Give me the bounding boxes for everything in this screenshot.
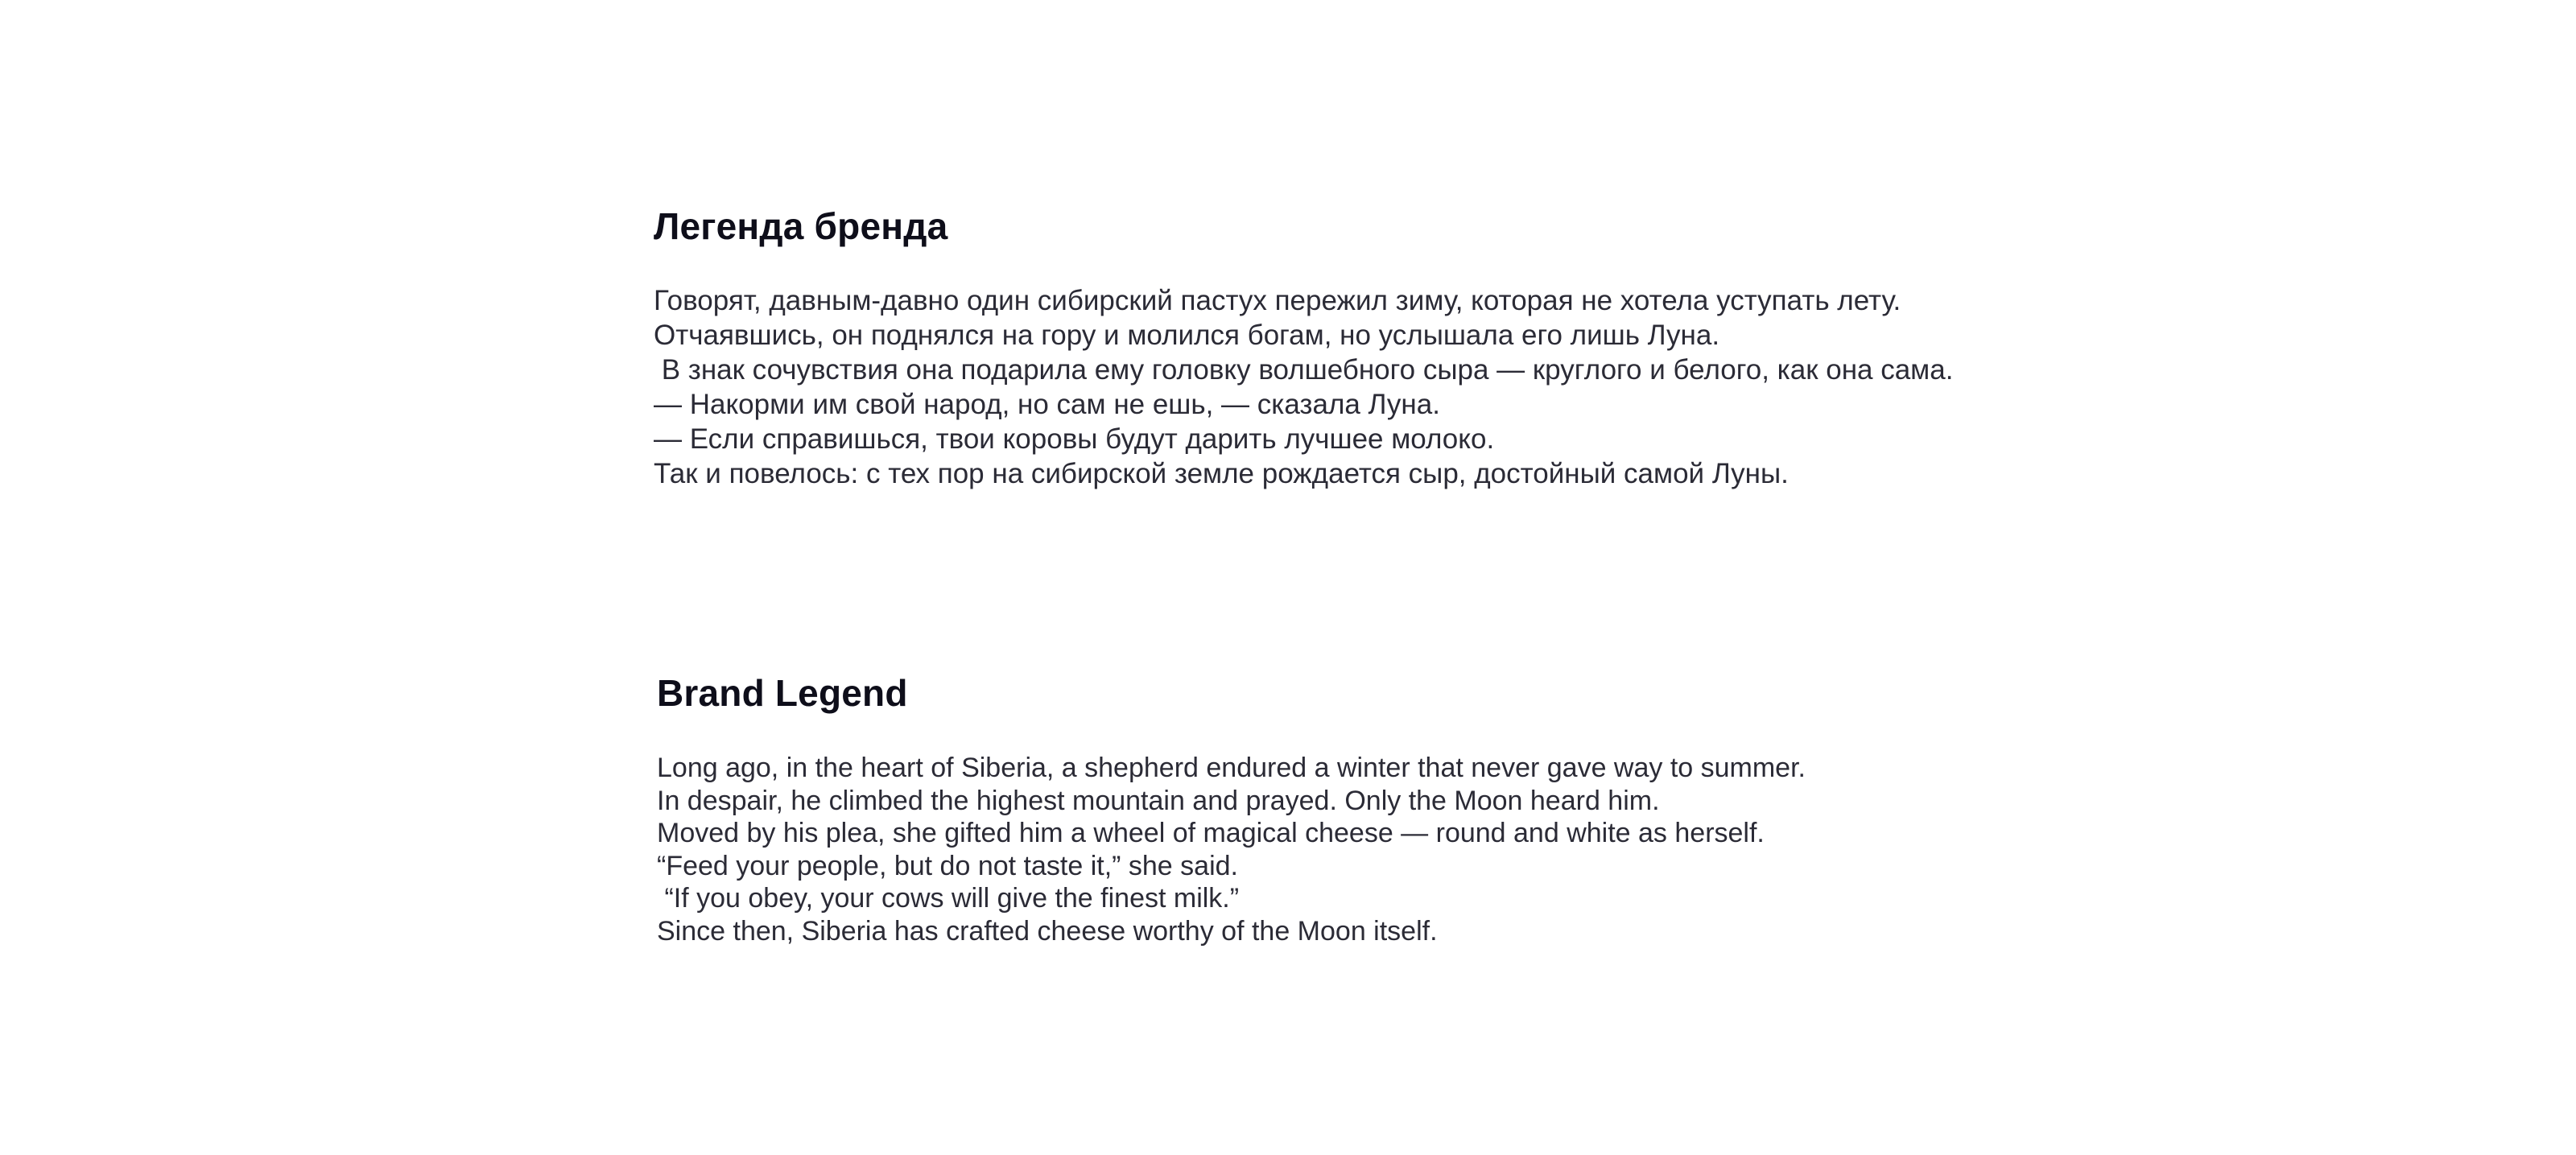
legend-line: — Если справишься, твои коровы будут дарить лучшее молоко. <box>654 423 1495 455</box>
brand-legend-text-en <box>657 752 2025 947</box>
legend-line: Отчаявшись, он поднялся на гору и молился богам, но услышала его лишь Луна. <box>654 320 1720 351</box>
legend-line: — Накорми им свой народ, но сам не ешь, — сказала Луна. <box>654 389 1440 420</box>
legend-line: Говорят, давным-давно один сибирский пастух пережил зиму, которая не хотела уступать лету. <box>654 285 1901 316</box>
legend-line: Так и повелось: с тех пор на сибирской земле рождается сыр, достойный самой Луны. <box>654 458 1789 489</box>
brand-legend-english <box>657 668 2025 947</box>
legend-line: В знак сочувствия она подарила ему головку волшебного сыра — круглого и белого, как она сама. <box>654 354 1954 386</box>
legend-line: “If you obey, your cows will give the finest milk.” <box>657 883 1240 914</box>
brand-legend-title-en: Brand Legend <box>657 672 908 714</box>
legend-line: Long ago, in the heart of Siberia, a shepherd endured a winter that never gave way to summer. <box>657 753 1806 783</box>
legend-line: “Feed your people, but do not taste it,” she said. <box>657 850 1238 881</box>
legend-line: Since then, Siberia has crafted cheese worthy of the Moon itself. <box>657 915 1438 947</box>
brand-legend-russian <box>654 201 2022 491</box>
brand-legend-title-ru: Легенда бренда <box>654 205 948 247</box>
legend-line: Moved by his plea, she gifted him a wheel of magical cheese — round and white as herself. <box>657 818 1765 848</box>
brand-legend-text-ru <box>654 283 2022 491</box>
legend-line: In despair, he climbed the highest mountain and prayed. Only the Moon heard him. <box>657 785 1660 816</box>
